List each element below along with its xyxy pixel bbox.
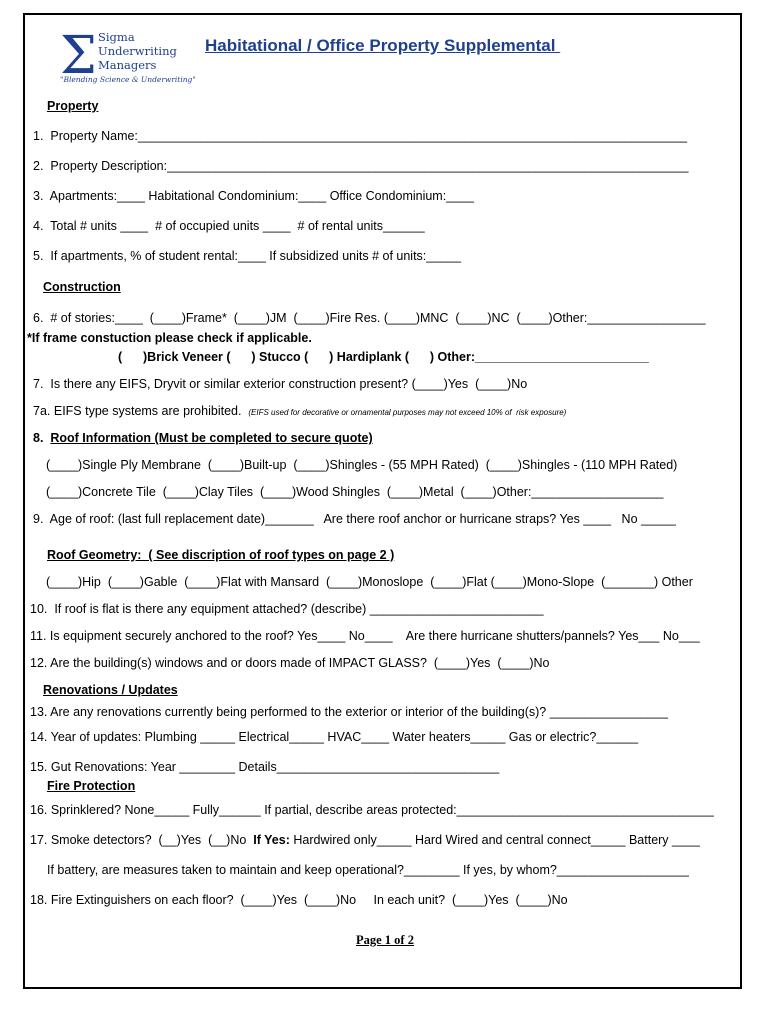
field-unit-counts[interactable]: 4. Total # units ____ # of occupied units ____ # of rental units______ — [33, 219, 425, 233]
company-tagline: "Blending Science & Underwriting" — [60, 75, 196, 84]
field-occupancy-type[interactable]: 3. Apartments:____ Habitational Condominium:____ Office Condominium:____ — [33, 189, 475, 203]
field-roof-equipment[interactable]: 10. If roof is flat is there any equipment attached? (describe) _________________________ — [30, 602, 544, 616]
company-logo — [60, 26, 196, 88]
roof-geometry-heading: Roof Geometry: ( See discription of roof types on page 2 ) — [47, 548, 395, 562]
field-roof-covering-2[interactable]: (____)Concrete Tile (____)Clay Tiles (____)Wood Shingles (____)Metal (____)Other:___________________ — [46, 485, 664, 499]
field-year-of-updates[interactable]: 14. Year of updates: Plumbing _____ Electrical_____ HVAC____ Water heaters_____ Gas or electric?______ — [30, 730, 639, 744]
section-construction: Construction — [43, 280, 121, 294]
section-renovations: Renovations / Updates — [43, 683, 178, 697]
field-sprinklered[interactable]: 16. Sprinklered? None_____ Fully______ If partial, describe areas protected:_____________________________________ — [30, 803, 714, 817]
field-fire-extinguishers[interactable]: 18. Fire Extinguishers on each floor? (____)Yes (____)No In each unit? (____)Yes (____)No — [30, 893, 568, 907]
frame-construction-options[interactable]: ( )Brick Veneer ( ) Stucco ( ) Hardiplank ( ) Other:_________________________ — [118, 350, 649, 364]
field-roof-age[interactable]: 9. Age of roof: (last full replacement date)_______ Are there roof anchor or hurricane straps? Yes ____ No _____ — [33, 512, 676, 526]
company-name: Sigma Underwriting Managers — [98, 30, 177, 72]
field-eifs-present[interactable]: 7. Is there any EIFS, Dryvit or similar exterior construction present? (____)Yes (____)No — [33, 377, 528, 391]
field-equipment-anchored[interactable]: 11. Is equipment securely anchored to the roof? Yes____ No____ Are there hurricane shutters/pannels? Yes___ No___ — [30, 629, 700, 643]
eifs-prohibited-note: 7a. EIFS type systems are prohibited. (EIFS used for decorative or ornamental purposes may not exceed 10% of risk exposure) — [33, 404, 567, 418]
section-property: Property — [47, 99, 99, 113]
field-roof-geometry[interactable]: (____)Hip (____)Gable (____)Flat with Mansard (____)Monoslope (____)Flat (____)Mono-Slope (_______) Other — [46, 575, 693, 589]
document-title: Habitational / Office Property Supplemental — [205, 36, 561, 55]
page-number: Page 1 of 2 — [356, 933, 414, 947]
frame-construction-note: *If frame constuction please check if applicable. — [27, 331, 312, 345]
field-battery-maintenance[interactable]: If battery, are measures taken to maintain and keep operational?________ If yes, by whom?___________________ — [47, 863, 689, 877]
field-construction-type[interactable]: 6. # of stories:____ (____)Frame* (____)JM (____)Fire Res. (____)MNC (____)NC (____)Other:_________________ — [33, 311, 706, 325]
field-property-name[interactable]: 1. Property Name:_______________________________________________________________________________ — [33, 129, 688, 143]
roof-information-heading: 8. Roof Information (Must be completed to secure quote) — [33, 431, 373, 445]
field-roof-covering-1[interactable]: (____)Single Ply Membrane (____)Built-up (____)Shingles - (55 MPH Rated) (____)Shingles - (110 MPH Rated) — [46, 458, 678, 472]
field-smoke-detectors[interactable]: 17. Smoke detectors? (__)Yes (__)No If Yes: Hardwired only_____ Hard Wired and central connect_____ Battery ____ — [30, 833, 700, 847]
section-fire-protection: Fire Protection — [47, 779, 136, 793]
field-property-description[interactable]: 2. Property Description:___________________________________________________________________________ — [33, 159, 689, 173]
field-impact-glass[interactable]: 12. Are the building(s) windows and or doors made of IMPACT GLASS? (____)Yes (____)No — [30, 656, 550, 670]
sigma-logo-icon: Σ — [60, 26, 97, 86]
field-current-renovations[interactable]: 13. Are any renovations currently being performed to the exterior or interior of the building(s)? _________________ — [30, 705, 668, 719]
field-gut-renovations[interactable]: 15. Gut Renovations: Year ________ Details________________________________ — [30, 760, 500, 774]
field-student-subsidized[interactable]: 5. If apartments, % of student rental:____ If subsidized units # of units:_____ — [33, 249, 462, 263]
